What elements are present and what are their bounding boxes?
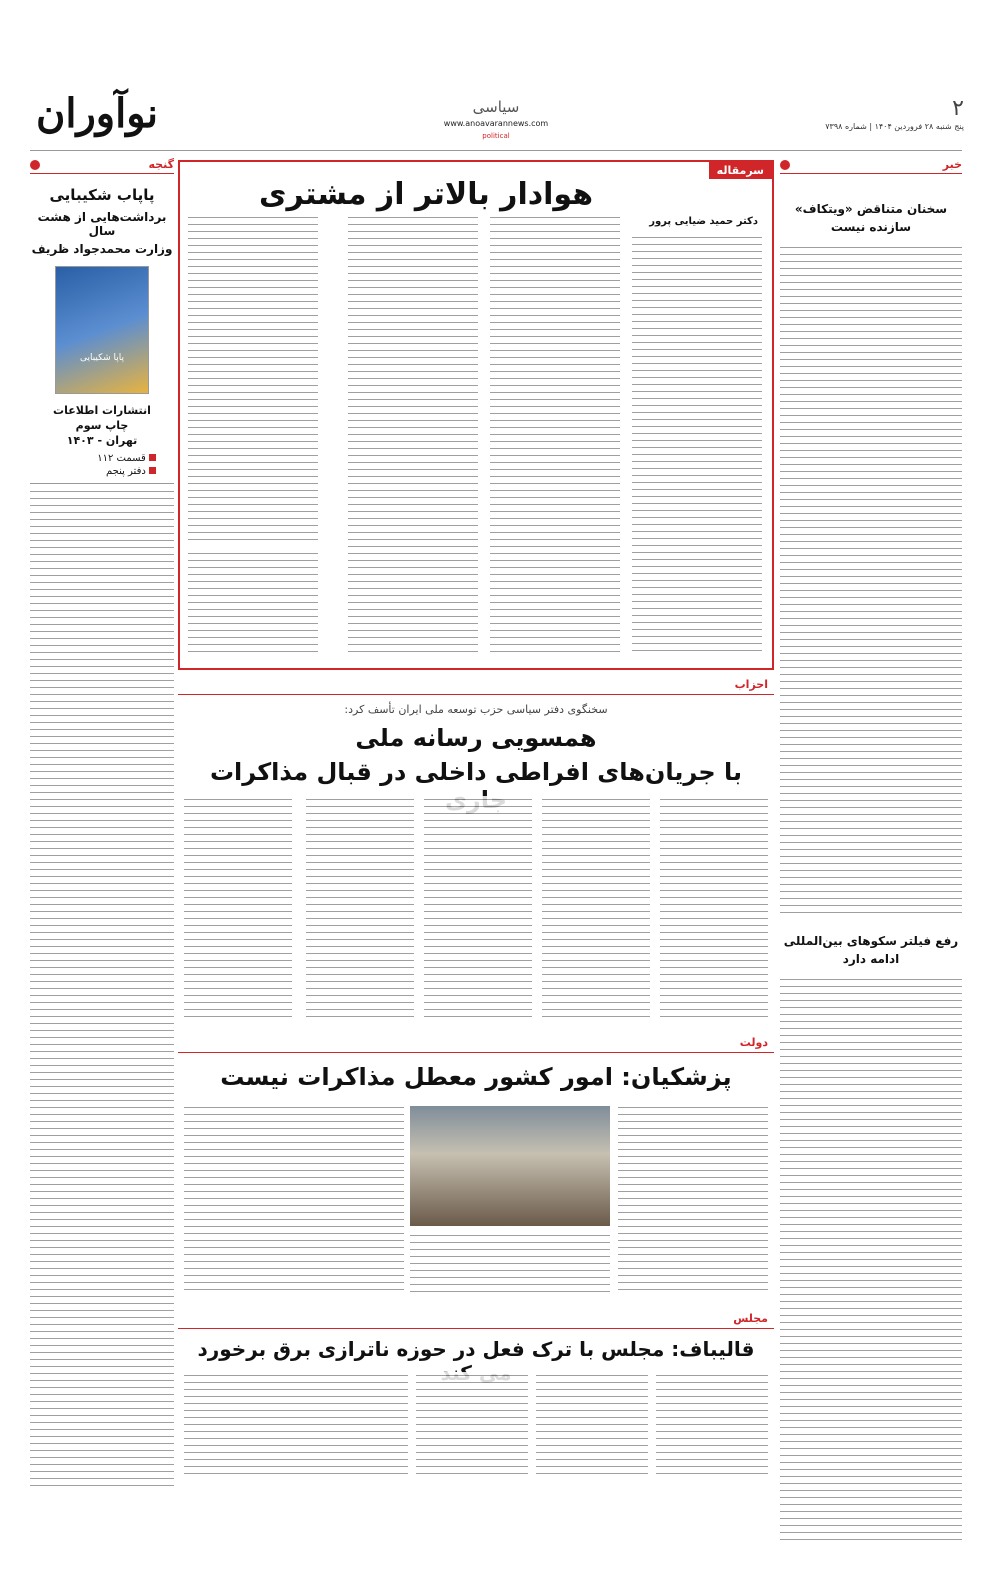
page-number: ۲ <box>952 96 964 121</box>
editorial-col-2 <box>490 214 620 656</box>
editorial-author: دکتر حمید ضیایی پرور <box>649 216 758 227</box>
ahzab-headline-2: با جریان‌های افراطی داخلی در قبال مذاکرات <box>209 758 743 786</box>
section-english: political <box>482 132 510 140</box>
book-cover-text: پاپا شکیبایی <box>79 353 125 363</box>
ahzab-headline-1: همسویی رسانه ملی <box>355 724 597 752</box>
notebook-label: دفتر پنجم <box>105 466 146 477</box>
section-dot-icon <box>30 160 40 170</box>
bullet-square-icon <box>149 467 156 474</box>
ahzab-col-2 <box>542 796 650 1022</box>
publisher: انتشارات اطلاعات <box>53 404 151 417</box>
ahzab-label: احزاب <box>734 678 768 691</box>
ahzab-col-4 <box>306 796 414 1022</box>
ganjeh-body <box>30 488 174 1488</box>
news-story1-title: سخنان متناقض «ویتکاف» سازنده نیست <box>794 202 948 234</box>
majles-col-1 <box>656 1372 768 1476</box>
ahzab-section <box>178 676 774 1030</box>
editorial-headline: هوادار بالاتر از مشتری <box>258 177 594 212</box>
section-title: سیاسی <box>472 98 520 116</box>
dolat-headline: پزشکیان: امور کشور معطل مذاکرات نیست <box>220 1063 732 1091</box>
majles-label: مجلس <box>733 1312 768 1325</box>
issue-date: پنج شنبه ۲۸ فروردین ۱۴۰۴ | شماره ۷۳۹۸ <box>825 122 964 131</box>
ahzab-kicker: سخنگوی دفتر سیاسی حزب توسعه ملی ایران تأسف کرد: <box>344 703 608 716</box>
ganjeh-label: گنجه <box>148 158 174 171</box>
place-year: تهران - ۱۴۰۳ <box>66 434 138 447</box>
section-dot-icon <box>780 160 790 170</box>
majles-label-bar <box>178 1310 774 1329</box>
ganjeh-title-2: برداشت‌هایی از هشت سال <box>37 210 167 238</box>
editorial-col-4b <box>188 550 318 654</box>
majles-col-3 <box>416 1372 528 1476</box>
news-story1-body <box>780 244 962 914</box>
ahzab-col-3 <box>424 796 532 1022</box>
news-column-label: خبر <box>942 158 962 171</box>
header-rule <box>30 150 962 151</box>
ahzab-col-5 <box>184 796 292 1022</box>
majles-headline: قالیباف: مجلس با ترک فعل در حوزه ناترازی برق برخورد <box>197 1337 755 1361</box>
edition: چاپ سوم <box>75 419 129 432</box>
ahzab-col-1 <box>660 796 768 1022</box>
ganjeh-column <box>30 158 174 1488</box>
dolat-label: دولت <box>739 1036 768 1049</box>
ganjeh-title-1: پاپاب شکیبایی <box>49 186 155 204</box>
book-cover-image <box>55 266 149 394</box>
majles-col-5 <box>184 1372 296 1476</box>
news-story2-body <box>780 976 962 1546</box>
majles-col-2 <box>536 1372 648 1476</box>
editorial-col-3 <box>348 214 478 656</box>
site-url[interactable]: www.anoavarannews.com <box>443 119 549 128</box>
dolat-col-2 <box>410 1232 610 1294</box>
notebook-number <box>30 466 174 477</box>
dolat-col-3 <box>184 1104 404 1294</box>
dolat-col-1 <box>618 1104 768 1294</box>
ganjeh-rule <box>30 483 174 484</box>
majles-section <box>178 1310 774 1480</box>
ganjeh-title-3: وزارت محمدجواد ظریف <box>31 242 173 256</box>
dolat-section <box>178 1034 774 1302</box>
ahzab-label-bar <box>178 676 774 695</box>
news-column <box>780 158 962 1546</box>
newspaper-logo: نوآوران <box>36 90 159 137</box>
editorial-box <box>178 160 774 670</box>
part-number <box>30 453 174 464</box>
majles-col-4 <box>296 1372 408 1476</box>
cabinet-meeting-photo <box>410 1106 610 1226</box>
bullet-square-icon <box>149 454 156 461</box>
editorial-label: سرمقاله <box>709 162 772 179</box>
editorial-col-1 <box>632 234 762 654</box>
dolat-label-bar <box>178 1034 774 1053</box>
editorial-col-4 <box>188 214 318 544</box>
part-label: قسمت ۱۱۲ <box>97 453 146 464</box>
news-story2-title: رفع فیلتر سکوهای بین‌المللی ادامه دارد <box>783 934 959 966</box>
